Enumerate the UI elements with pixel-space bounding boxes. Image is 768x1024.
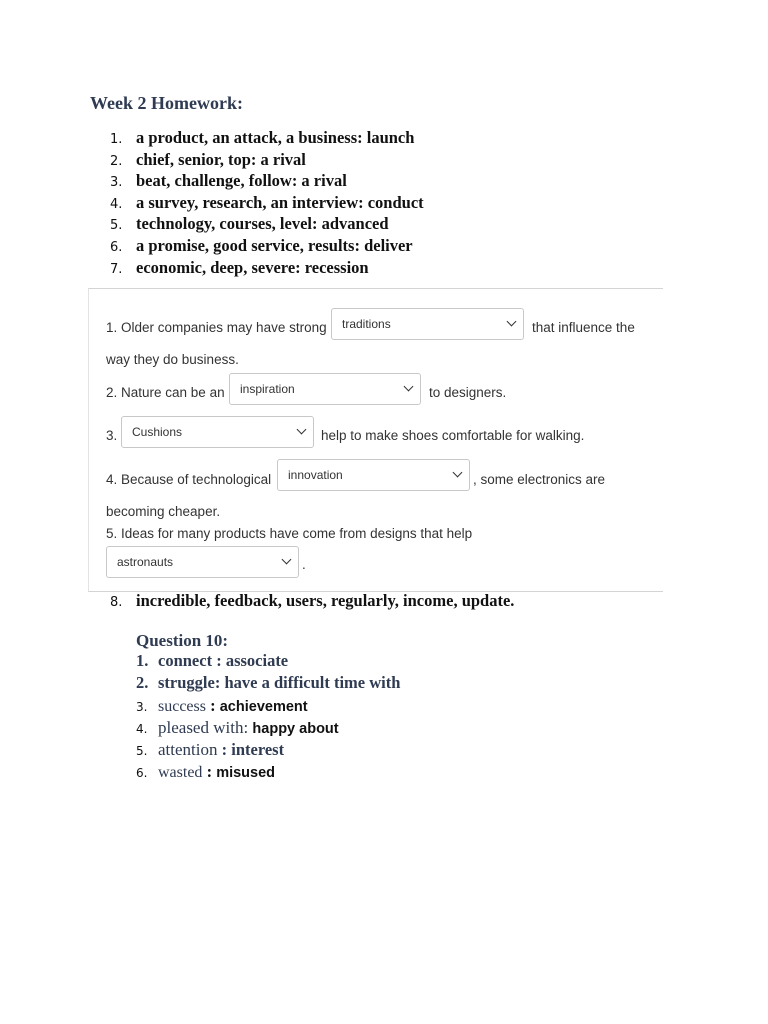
question-2-text: 2. Nature can be an [106,385,225,400]
list-item: 7. economic, deep, severe: recession [110,257,369,277]
question-1-select[interactable]: traditions [331,308,524,340]
list-item: 5. technology, courses, level: advanced [110,214,389,234]
list-item: 4. pleased with: happy about [136,717,339,737]
list-item: 3. beat, challenge, follow: a rival [110,171,347,191]
question-3-select[interactable]: Cushions [121,416,314,448]
question-5-text: 5. Ideas for many products have come from designs that help [106,526,473,541]
chevron-down-icon [507,317,517,327]
question-2-text-after: to designers. [429,385,507,400]
list-item: 5. attention : interest [136,740,285,760]
question-4-text-after: , some electronics are [473,472,606,487]
question-5-text-after: . [302,557,306,572]
collocation-list [110,127,424,278]
chevron-down-icon [282,555,292,565]
list-item: 2. struggle: have a difficult time with [136,673,401,693]
quiz-screenshot [88,288,663,592]
page-title: Week 2 Homework: [90,93,243,113]
question-1-text-cont: way they do business. [106,352,239,367]
chevron-down-icon [297,425,307,435]
chevron-down-icon [404,382,414,392]
item-8: 8. incredible, feedback, users, regularly, income, update. [110,591,515,610]
list-item: 3. success : achievement [136,695,308,715]
question-4-text-cont: becoming cheaper. [106,504,221,519]
question-10-list [136,650,400,784]
question-4-select[interactable]: innovation [277,459,470,491]
question-2-select[interactable]: inspiration [229,373,421,405]
question-10-title: Question 10: [136,631,229,650]
list-item: 2. chief, senior, top: a rival [110,149,306,169]
list-item: 4. a survey, research, an interview: conduct [110,192,424,212]
question-1-text-after: that influence the [532,320,635,335]
list-item: 1. connect : associate [136,651,289,670]
chevron-down-icon [453,468,463,478]
question-3-text: 3. [106,428,118,443]
question-5-select[interactable]: astronauts [106,546,299,578]
list-item: 6. wasted : misused [136,762,276,782]
question-1-text: 1. Older companies may have strong [106,320,327,335]
list-item: 1. a product, an attack, a business: launch [110,128,415,147]
question-3-text-after: help to make shoes comfortable for walking. [321,428,585,443]
list-item: 6. a promise, good service, results: deliver [110,235,413,255]
question-4-text: 4. Because of technological [106,472,272,487]
